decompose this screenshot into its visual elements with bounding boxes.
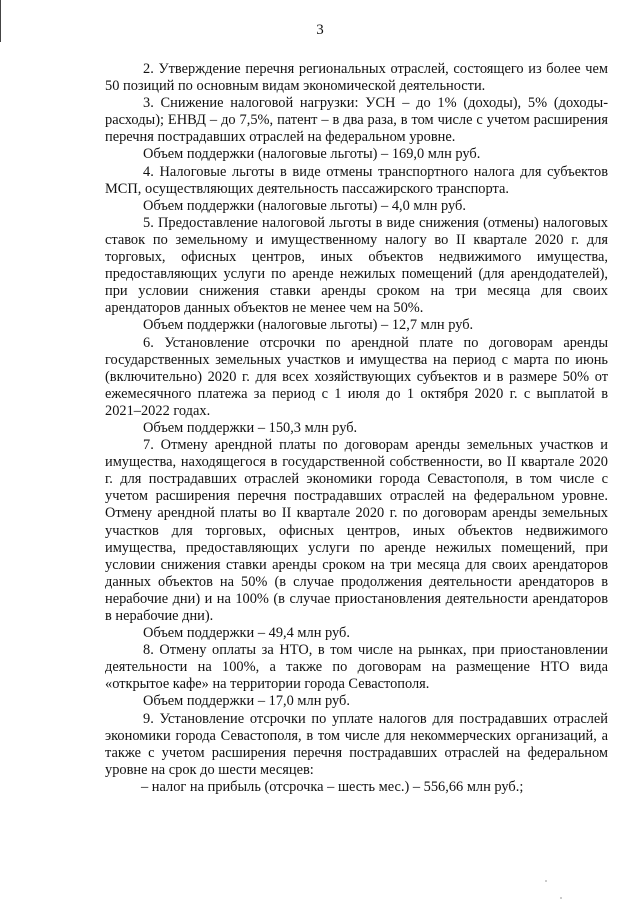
paragraph-item-6: 6. Установление отсрочки по арендной плате по договорам аренды государственных земельных участков и имущества на период с марта по июнь (включительно) 2020 г. для всех хозяйствующих субъектов и в размере 50% от ежемесячного платежа за период с 1 июля до 1 октября 2020 г. с выплатой в 2021–2022 годах. xyxy=(105,334,608,419)
scan-speck xyxy=(545,880,547,882)
support-amount: Объем поддержки (налоговые льготы) – 12,7 млн руб. xyxy=(143,317,474,334)
scan-speck xyxy=(560,897,562,899)
support-amount: Объем поддержки – 17,0 млн руб. xyxy=(143,693,350,710)
support-amount: Объем поддержки (налоговые льготы) – 169,0 млн руб. xyxy=(143,146,481,163)
paragraph-item-9: 9. Установление отсрочки по уплате налогов для пострадавших отраслей экономики города Севастополя, в том числе для некоммерческих организаций, а также с учетом расширения перечня пострадавших отраслей на федеральном уровне на срок до шести месяцев: xyxy=(105,710,608,778)
paragraph-item-2: 2. Утверждение перечня региональных отраслей, состоящего из более чем 50 позиций по основным видам экономической деятельности. xyxy=(105,61,608,95)
paragraph-item-7: 7. Отмену арендной платы по договорам аренды земельных участков и имущества, находящегося в государственной собственности, во II квартале 2020 г. для пострадавших отраслей экономики города Севастополя, в том числе с учетом расширения перечня пострадавших отраслей на федеральном уровне. Отмену арендной платы во II квартале 2020 г. по договорам аренды земельных участков для торговых, офисных центров, иных объектов недвижимого имущества, предоставляющих услуги по аренде нежилых помещений, при условии снижения ставки аренды сроком на три месяца для своих арендаторов данных объектов на 50% (в случае продолжения деятельности арендаторов в нерабочие дни) и на 100% (в случае приостановления деятельности арендаторов в нерабочие дни). xyxy=(105,437,608,624)
support-amount: Объем поддержки (налоговые льготы) – 4,0 млн руб. xyxy=(143,197,466,214)
page-number: 3 xyxy=(316,22,324,38)
paragraph-item-8: 8. Отмену оплаты за НТО, в том числе на рынках, при приостановлении деятельности на 100%, а также по договорам на размещение НТО вида «открытое кафе» на территории города Севастополя. xyxy=(105,642,608,693)
support-amount: Объем поддержки – 49,4 млн руб. xyxy=(143,625,350,642)
paragraph-item-3: 3. Снижение налоговой нагрузки: УСН – до 1% (доходы), 5% (доходы-расходы); ЕНВД – до 7,5%, патент – в два раза, в том числе с учетом расширения перечня пострадавших отраслей на федеральном уровне. xyxy=(105,95,608,146)
paragraph-item-5: 5. Предоставление налоговой льготы в виде снижения (отмены) налоговых ставок по земельному и имущественному налогу во II квартале 2020 г. для торговых, офисных центров, иных объектов недвижимого имущества, предоставляющих услуги по аренде нежилых помещений (для арендодателей), при условии снижения ставки аренды сроком на три месяца для своих арендаторов данных объектов не менее чем на 50%. xyxy=(105,214,608,317)
document-body xyxy=(105,61,608,796)
paragraph-item-4: 4. Налоговые льготы в виде отмены транспортного налога для субъектов МСП, осуществляющих деятельность пассажирского транспорта. xyxy=(105,163,608,197)
support-amount: Объем поддержки – 150,3 млн руб. xyxy=(143,419,358,436)
dash-list-item: – налог на прибыль (отсрочка – шесть мес.) – 556,66 млн руб.; xyxy=(141,778,524,795)
